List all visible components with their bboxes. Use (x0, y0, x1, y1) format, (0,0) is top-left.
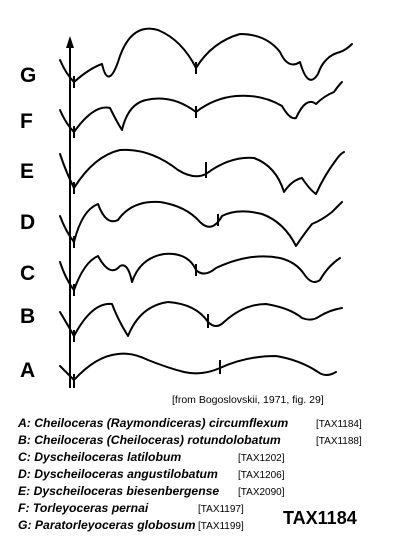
row-letter-g: G (20, 64, 37, 87)
legend-label: D: Dyscheiloceras angustilobatum (18, 467, 218, 481)
legend-label: E: Dyscheiloceras biesenbergense (18, 484, 220, 498)
row-letter-c: C (20, 262, 36, 285)
suture-line-b (60, 302, 342, 342)
suture-line-g (60, 29, 352, 88)
taxon-id-label: TAX1184 (283, 508, 357, 528)
row-letter-e: E (20, 160, 35, 183)
legend-code: [TAX1184] (316, 419, 362, 430)
suture-line-f (60, 82, 342, 138)
row-letter-a: A (20, 359, 36, 382)
suture-line-c (60, 254, 340, 296)
legend-code: [TAX1197] (198, 504, 244, 515)
row-letter-d: D (20, 211, 36, 234)
legend-item-b (18, 432, 398, 449)
source-citation: [from Bogoslovskii, 1971, fig. 29] (172, 394, 324, 406)
row-letter-f: F (20, 110, 33, 133)
axis-arrow-icon (66, 36, 74, 48)
suture-line-e (60, 150, 344, 194)
legend-item-a (18, 415, 398, 432)
suture-line-a (60, 354, 336, 388)
row-letter-b: B (20, 305, 36, 328)
suture-line-d (60, 202, 342, 248)
legend-code: [TAX1199] (198, 521, 244, 532)
legend-label: A: Cheiloceras (Raymondiceras) circumflexum (18, 416, 289, 430)
legend-code: [TAX1188] (316, 436, 362, 447)
legend-code: [TAX1206] (238, 470, 285, 481)
legend-label: C: Dyscheiloceras latilobum (18, 450, 182, 464)
legend-label: B: Cheiloceras (Cheiloceras) rotundolobatum (18, 433, 281, 447)
legend-label: G: Paratorleyoceras globosum (18, 518, 196, 532)
legend-item-d (18, 466, 398, 483)
legend-item-c (18, 449, 398, 466)
legend-item-e (18, 483, 398, 500)
legend-code: [TAX2090] (238, 487, 285, 498)
legend-label: F: Torleyoceras pernai (18, 501, 149, 515)
legend-code: [TAX1202] (238, 453, 285, 464)
